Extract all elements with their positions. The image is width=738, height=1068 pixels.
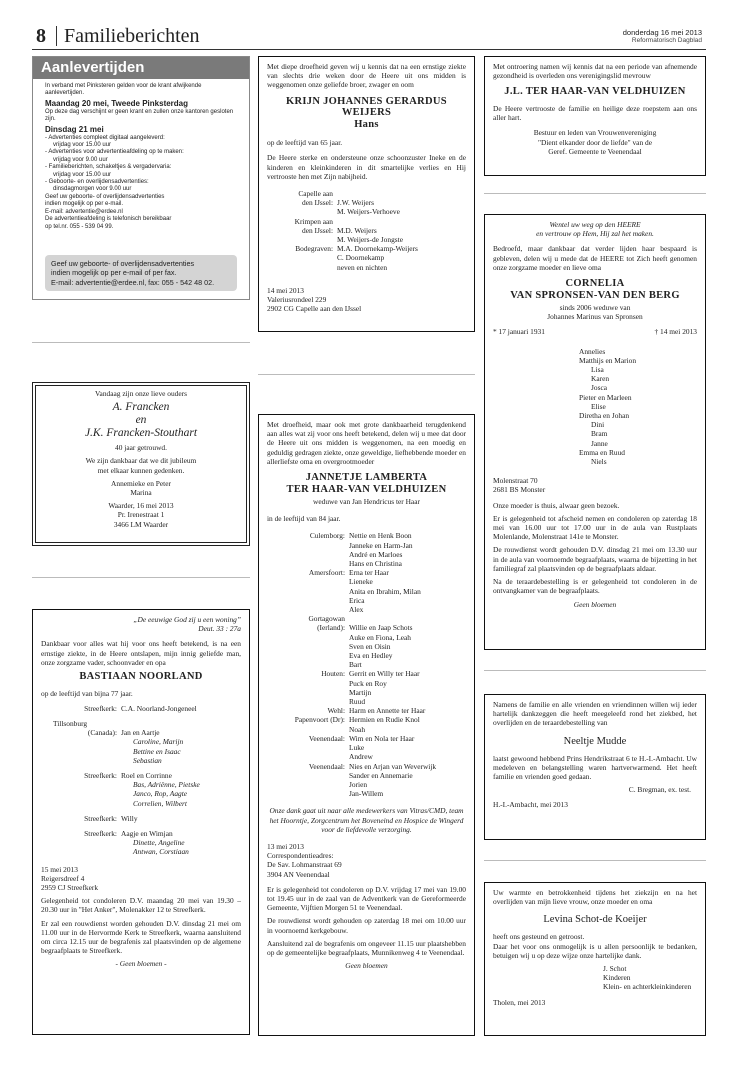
- noorland-name: BASTIAAN NOORLAND: [79, 671, 203, 683]
- aanlever-item: - Advertenties voor advertentieafdeling op te maken:: [45, 149, 184, 156]
- family-row: André en Marloes: [349, 549, 403, 559]
- family-row: Erica: [349, 595, 365, 605]
- header-divider: [56, 26, 57, 46]
- family-row: Auke en Fiona, Leah: [349, 632, 411, 642]
- family-row: Ruud: [349, 697, 366, 707]
- family-row: Houten: Gerrit en Willy ter Haar: [321, 669, 420, 679]
- family-row: Andrew: [349, 752, 373, 762]
- family-row: Janneke en Harm-Jan: [349, 540, 413, 550]
- separator: [32, 577, 250, 578]
- aanlevertijden-box: [32, 56, 250, 300]
- family-row: Alex: [349, 605, 364, 615]
- schot-thanks: Uw warmte en betrokkenheid tijdens het ziekzijn en na het overlijden van mijn lieve vrouw, onze moeder en oma Levina Schot-de Koeijer heeft ons gesteund en getroost. Daar het voor ons onmogelijk is u allen persoonlijk te bedanken, betuigen wij u op deze wijze onze hartelijke dank. J. Schot Kinderen Klein- en achterkleinkinderen Tholen, mei 2013: [484, 882, 706, 1036]
- aanlever-intro: In verband met Pinksteren gelden voor de krant afwijkende aanlevertijden.: [45, 83, 202, 97]
- cornelia-name: CORNELIA VAN SPRONSEN-VAN DEN BERG: [510, 278, 680, 301]
- aanlever-item: op tel.nr. 055 - 539 04 99.: [45, 223, 114, 230]
- separator: [258, 374, 475, 375]
- family-row: Sven en Oisin: [349, 641, 391, 651]
- family-row: Anita en Ibrahim, Milan: [349, 586, 421, 596]
- aanlever-item: indien mogelijk op per e-mail.: [45, 201, 124, 208]
- terhaar-name: J.L. TER HAAR-VAN VELDHUIZEN: [504, 86, 686, 98]
- section-title: Familieberichten: [64, 25, 200, 47]
- family-row: Gortagowan: [308, 614, 345, 624]
- mudde-thanks: Namens de familie en alle vrienden en vriendinnen willen wij ieder hartelijk dankzeggen die heeft meegeleefd rond het ziekbed, het overlijden en de teraardebestelling van Neeltje Mudde laatst gewoond hebbend Prins Hendrikstraat 6 te H.-I.-Ambacht. Uw medeleven en belangstelling waren hartverwarmend. Het heeft familie en vrienden goed gedaan. C. Bregman, ex. test. H.-I.-Ambacht, mei 2013: [484, 694, 706, 840]
- family-row: Lieneke: [349, 577, 373, 587]
- aanlever-item: - Advertenties compleet digitaal aangeleverd:: [45, 134, 165, 141]
- family-row: Bart: [349, 660, 362, 670]
- page-number: 8: [36, 25, 46, 47]
- francken-name1: A. Francken: [112, 401, 170, 414]
- aanlever-note: Geef uw geboorte- of overlijdensadvertenties indien mogelijk op per e-mail of per fax. E-mail: advertentie@erdee.nl, fax: 055 - 542 48 02.: [45, 255, 237, 291]
- aanlever-day1-title: Maandag 20 mei, Tweede Pinksterdag: [45, 98, 189, 108]
- aanlevertijden-title: Aanlevertijden: [41, 59, 145, 76]
- weijers-name: KRIJN JOHANNES GERARDUS WEIJERS Hans: [286, 95, 447, 130]
- family-row: Jorien: [349, 779, 368, 789]
- weijers-obituary: Met diepe droefheid geven wij u kennis dat na een ernstige ziekte van slechts drie weken door de Heere uit ons midden is weggenomen onze geliefde broer, zwager en oom KRIJN JOHANNES GERARDUS WEIJERS Hans op de leeftijd van 65 jaar. De Heere sterke en ondersteune onze schoonzuster Ineke en de kinderen en kleinkinderen in dit smartelijke verlies en Hij vertrooste hen met Zijn nabijheid. Capelle aan den IJssel: J.W. Weijers M. Weijers-Verhoeve Krimpen aan den IJssel: M.D. Weijers M. Weijers-de Jongste Bodegraven: M.A. Doornekamp-Weijers C. Doornekamp neven en nichten 14 mei 2013 Valeriusrondeel 229 2902 CG Capelle aan den IJssel: [258, 56, 475, 332]
- family-row: Culemborg: Nettie en Henk Boon: [309, 531, 412, 541]
- family-row: Veenendaal: Nies en Arjan van Weverwijk: [308, 761, 437, 771]
- family-row: Sander en Annemarie: [349, 770, 413, 780]
- noorland-obituary: „De eeuwige God zij u een woning” Deut. 33 : 27a Dankbaar voor alles wat hij voor ons heeft betekend, is na een ernstige ziekte, in de Heere ontslapen, mijn innig geliefde man, onze zorgzame vader, schoonvader en opa BASTIAAN NOORLAND op de leeftijd van bijna 77 jaar. Streefkerk: C.A. Noorland-Jongeneel Tillsonburg (Canada): Jan en Aartje Caroline, Marijn Bettine en Isaac Sebastian Streefkerk: Roel en Corrinne Bas, Adriënne, Pietske Janco, Rop, Aagte Correlien, Wilbert Streefkerk: Willy Streefkerk: Aagje en Wimjan Dinette, Angeline Antwan, Corstiaan 15 mei 2013 Reigersdreef 4 2959 CJ Streefkerk Gelegenheid tot condoleren D.V. maandag 20 mei van 19.30 – 20.30 uur in "Het Anker", Molenakker 12 te Streefkerk. Er zal een rouwdienst worden gehouden D.V. dinsdag 21 mei om 11.00 uur in de Hervormde Kerk te Streefkerk, waarna aansluitend om circa 12.15 uur de begrafenis zal plaatsvinden op de algemene begraafplaats te Streefkerk. - Geen bloemen -: [32, 609, 250, 1035]
- lamberta-name: JANNETJE LAMBERTA TER HAAR-VAN VELDHUIZEN: [286, 472, 447, 495]
- aanlever-item: - Familieberichten, schakeltjes & vergadervaria:: [45, 164, 172, 171]
- aanlevertijden-title-bar: [33, 57, 249, 79]
- aanlever-item: Geef uw geboorte- of overlijdensadvertenties: [45, 193, 165, 200]
- header-date: donderdag 16 mei 2013: [622, 28, 702, 37]
- header-paper: Reformatorisch Dagblad: [631, 37, 702, 44]
- aanlever-item: De advertentieafdeling is telefonisch bereikbaar: [45, 216, 172, 223]
- lamberta-obituary: Met droefheid, maar ook met grote dankbaarheid terugdenkend aan alles wat zij voor ons heeft betekend, delen wij u mee dat door de Heere uit ons midden is weggenomen, na een moedig en geduldig gedragen ziekte, onze geweldige, liefhebbende moeder en allerliefste oma en overgrootmoeder JANNETJE LAMBERTA TER HAAR-VAN VELDHUIZEN weduwe van Jan Hendricus ter Haar in de leeftijd van 84 jaar. Culemborg: Nettie en Henk Boon Janneke en Harm-Jan André en Marloes Hans en Christina Amersfoort: Erna ter Haar Lieneke Anita en Ibrahim, Milan Erica Alex Gortagowan (Ierland): Willie en Jaap Schots Auke en Fiona, Leah Sven en Oisin Eva en Hedley Bart Houten: Gerrit en Willy ter Haar Puck en Roy Martijn Ruud Wehl: Harm en Annette ter Haar Papenvoort (Dr): Hermien en Rudie Knol Noah Veenendaal: Wim en Nola ter Haar Luke Andrew Veenendaal: Nies en Arjan van Weverwijk Sander en Annemarie Jorien Jan-Willem Onze dank gaat uit naar alle medewerkers van Vitras/CMD, team het Hoorntje, Zorgcentrum het Boveneind en Hospice de Wingerd voor de liefdevolle verzorging. 13 mei 2013 Correspondentieadres: De Sav. Lohmanstraat 69 3904 AN Veenendaal Er is gelegenheid tot condoleren op D.V. vrijdag 17 mei van 19.00 tot 19.45 uur in de zaal van de Adventkerk van de Gereformeerde Gemeente, Vijftien Morgen 51 te Veenendaal. De rouwdienst wordt gehouden op zaterdag 18 mei om 10.00 uur in voornoemd kerkgebouw. Aansluitend zal de begrafenis om ongeveer 11.15 uur plaatshebben op de gemeentelijke begraafplaats, Munnikenweg 4 te Veenendaal. Geen bloemen: [258, 414, 475, 1036]
- page-header: [32, 26, 706, 48]
- separator: [484, 860, 706, 861]
- terhaar-announcement: Met ontroering namen wij kennis dat na een periode van afnemende gezondheid is overleden ons verenigingslid mevrouw J.L. TER HAAR-VAN VELDHUIZEN De Heere vertrooste de familie en heilige deze roepstem aan ons aller hart. Bestuur en leden van Vrouwenvereniging "Dient elkander door de liefde" van de Geref. Gemeente te Veenendaal: [484, 56, 706, 176]
- family-row: Puck en Roy: [349, 678, 387, 688]
- aanlever-item: vrijdag voor 15.00 uur: [53, 171, 112, 178]
- aanlever-item: vrijdag voor 9.00 uur: [53, 156, 108, 163]
- aanlever-item: vrijdag voor 15.00 uur: [53, 142, 112, 149]
- separator: [484, 193, 706, 194]
- family-row: Jan-Willem: [349, 789, 384, 799]
- family-row: Amersfoort: Erna ter Haar: [308, 568, 389, 578]
- family-row: Wehl: Harm en Annette ter Haar: [327, 706, 426, 716]
- aanlever-item: E-mail: advertentie@erdee.nl: [45, 208, 123, 215]
- aanlever-item: dinsdagmorgen voor 9.00 uur: [53, 186, 132, 193]
- mudde-name: Neeltje Mudde: [563, 735, 627, 747]
- francken-name2: J.K. Francken-Stouthart: [84, 427, 198, 440]
- family-row: Martijn: [349, 687, 372, 697]
- header-rule: [32, 49, 706, 50]
- aanlever-day2-title: Dinsdag 21 mei: [45, 124, 104, 134]
- family-row: Noah: [349, 724, 366, 734]
- cornelia-obituary: Wentel uw weg op den HEERE en vertrouw op Hem, Hij zal het maken. Bedroefd, maar dankbaar dat verder lijden haar bespaard is gebleven, delen wij u mede dat de HEERE tot Zich heeft genomen onze zorgzame moeder en lieve oma CORNELIA VAN SPRONSEN-VAN DEN BERG sinds 2006 weduwe van Johannes Marinus van Spronsen * 17 januari 1931 † 14 mei 2013 Annelies Matthijs en Marion Lisa Karen Josca Pieter en Marleen Elise Diretha en Johan Dini Bram Janne Emma en Ruud Niels Molenstraat 70 2681 BS Monster Onze moeder is thuis, alwaar geen bezoek. Er is gelegenheid tot afscheid nemen en condoleren op zaterdag 18 mei van 16.00 uur tot 17.00 uur in de aula van Rustplaats Molenlande, Molenstraat 141e te Monster. De rouwdienst wordt gehouden D.V. dinsdag 21 mei om 13.30 uur in de aula van voornoemde begraafplaats, waarna de bijzetting in het familiegraf zal plaatsvinden op de begraafplaats aldaar. Na de teraardebestelling is er gelegenheid tot condoleren in de ontvangkamer van de begraafplaats. Geen bloemen: [484, 214, 706, 650]
- family-row: Eva en Hedley: [349, 651, 393, 661]
- family-row: Veenendaal: Wim en Nola ter Haar: [308, 733, 415, 743]
- lamberta-family-list: [267, 531, 466, 798]
- cornelia-family-list: Annelies Matthijs en Marion Lisa Karen Josca Pieter en Marleen Elise Diretha en Johan Dini Bram Janne Emma en Ruud Niels: [579, 346, 637, 467]
- schot-name: Levina Schot-de Koeijer: [543, 914, 647, 926]
- aanlever-item: - Geboorte- en overlijdensadvertenties:: [45, 179, 149, 186]
- aanlever-day1-text: Op deze dag verschijnt er geen krant en zullen onze kantoren gesloten zijn.: [45, 108, 234, 123]
- separator: [32, 342, 250, 343]
- family-row: (Ierland): Willie en Jaap Schots: [317, 623, 413, 633]
- family-row: Luke: [349, 743, 365, 753]
- family-row: Hans en Christina: [349, 559, 402, 569]
- francken-announcement: Vandaag zijn onze lieve ouders A. Francken en J.K. Francken-Stouthart 40 jaar getrouwd. We zijn dankbaar dat we dit jubileum met elkaar kunnen gedenken. Annemieke en Peter Marina Waarder, 16 mei 2013 Pr. Irenestraat 1 3466 LM Waarder: [32, 382, 250, 546]
- family-row: Papenvoort (Dr): Hermien en Rudie Knol: [294, 715, 420, 725]
- separator: [484, 670, 706, 671]
